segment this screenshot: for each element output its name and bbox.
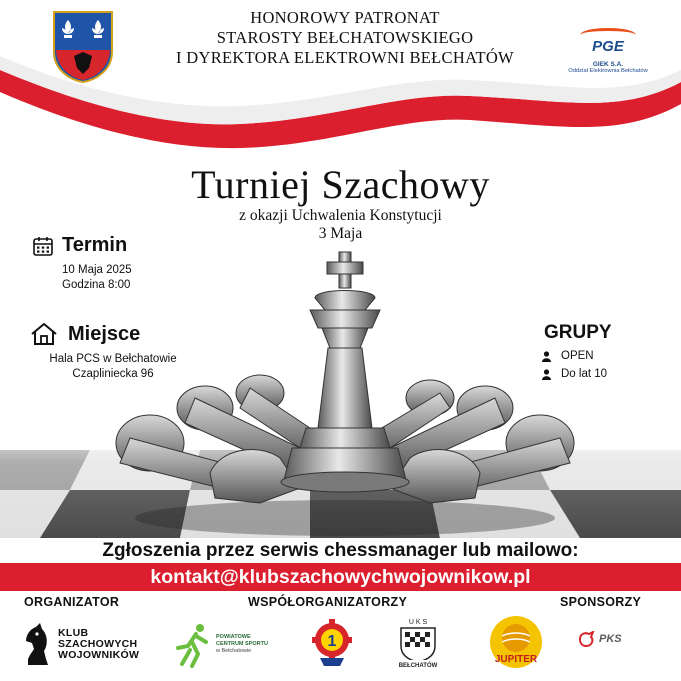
event-title: Turniej Szachowy — [191, 162, 490, 207]
termin-date: 10 Maja 2025 — [62, 264, 132, 276]
grupy-item-junior: Do lat 10 — [561, 368, 608, 380]
ksw-line-2: SZACHOWYCH — [58, 637, 138, 650]
uks-top: U K S — [408, 619, 428, 626]
coorganizers-heading: WSPÓŁORGANIZATORZY — [248, 595, 408, 609]
grupy-section — [542, 322, 612, 380]
pge-brand: PGE — [592, 38, 624, 55]
grupy-item-open: OPEN — [561, 350, 594, 362]
miejsce-address: Czapliniecka 96 — [72, 368, 154, 380]
uks-logo-icon — [393, 616, 443, 668]
pge-logo — [560, 28, 656, 74]
pks-logo — [578, 628, 638, 650]
pge-company: GIEK S.A. — [592, 61, 624, 68]
jupiter-logo-icon — [488, 614, 544, 670]
termin-section — [32, 234, 132, 293]
gear-number: 1 — [327, 633, 337, 650]
event-subtitle-line-1: z okazji Uchwalenia Konstytucji — [239, 207, 442, 224]
pcs-line-3: w Bełchatowie — [216, 647, 252, 654]
registration-line: Zgłoszenia przez serwis chessmanager lub mailowo: — [0, 538, 681, 563]
pcs-logo — [174, 618, 290, 670]
grupy-item — [542, 368, 612, 380]
uks-bottom: BEŁCHATÓW — [398, 663, 438, 668]
organizer-heading: ORGANIZATOR — [24, 595, 120, 609]
coat-of-arms-icon — [52, 10, 114, 84]
ksw-logo — [22, 620, 162, 668]
termin-time: Godzina 8:00 — [62, 279, 131, 291]
gear-logo-icon — [312, 616, 352, 668]
sponsors-heading: SPONSORZY — [560, 595, 642, 609]
jupiter-text: JUPITER — [494, 654, 538, 665]
pks-text: PKS — [599, 633, 622, 645]
pge-division: Oddział Elektrownia Bełchatów — [568, 68, 648, 74]
person-icon — [542, 351, 551, 362]
person-icon — [542, 369, 551, 380]
knight-icon — [22, 621, 52, 667]
termin-heading: Termin — [62, 234, 128, 256]
grupy-item — [542, 350, 612, 362]
miejsce-section — [30, 322, 196, 382]
patronage-line-2: STAROSTY BEŁCHATOWSKIEGO — [216, 28, 474, 47]
patronage-header — [150, 8, 540, 68]
event-subtitle-line-2: 3 Maja — [318, 225, 363, 242]
registration-email[interactable]: kontakt@klubszachowychwojownikow.pl — [0, 563, 681, 591]
patronage-line-1: HONOROWY PATRONAT — [250, 8, 440, 27]
grupy-heading: GRUPY — [544, 322, 612, 343]
miejsce-venue: Hala PCS w Bełchatowie — [49, 353, 177, 365]
pks-mark-icon — [578, 631, 596, 647]
pcs-line-1: POWIATOWE — [216, 633, 251, 640]
miejsce-heading: Miejsce — [68, 322, 141, 345]
ksw-line-3: WOJOWNIKÓW — [58, 648, 140, 661]
house-icon — [30, 322, 58, 346]
chess-pieces-illustration — [110, 248, 580, 538]
pcs-line-2: CENTRUM SPORTU — [216, 640, 268, 647]
calendar-icon — [32, 235, 54, 257]
ksw-line-1: KLUB — [58, 626, 89, 639]
runner-icon — [174, 620, 214, 668]
patronage-line-3: I DYREKTORA ELEKTROWNI BEŁCHATÓW — [176, 48, 514, 67]
